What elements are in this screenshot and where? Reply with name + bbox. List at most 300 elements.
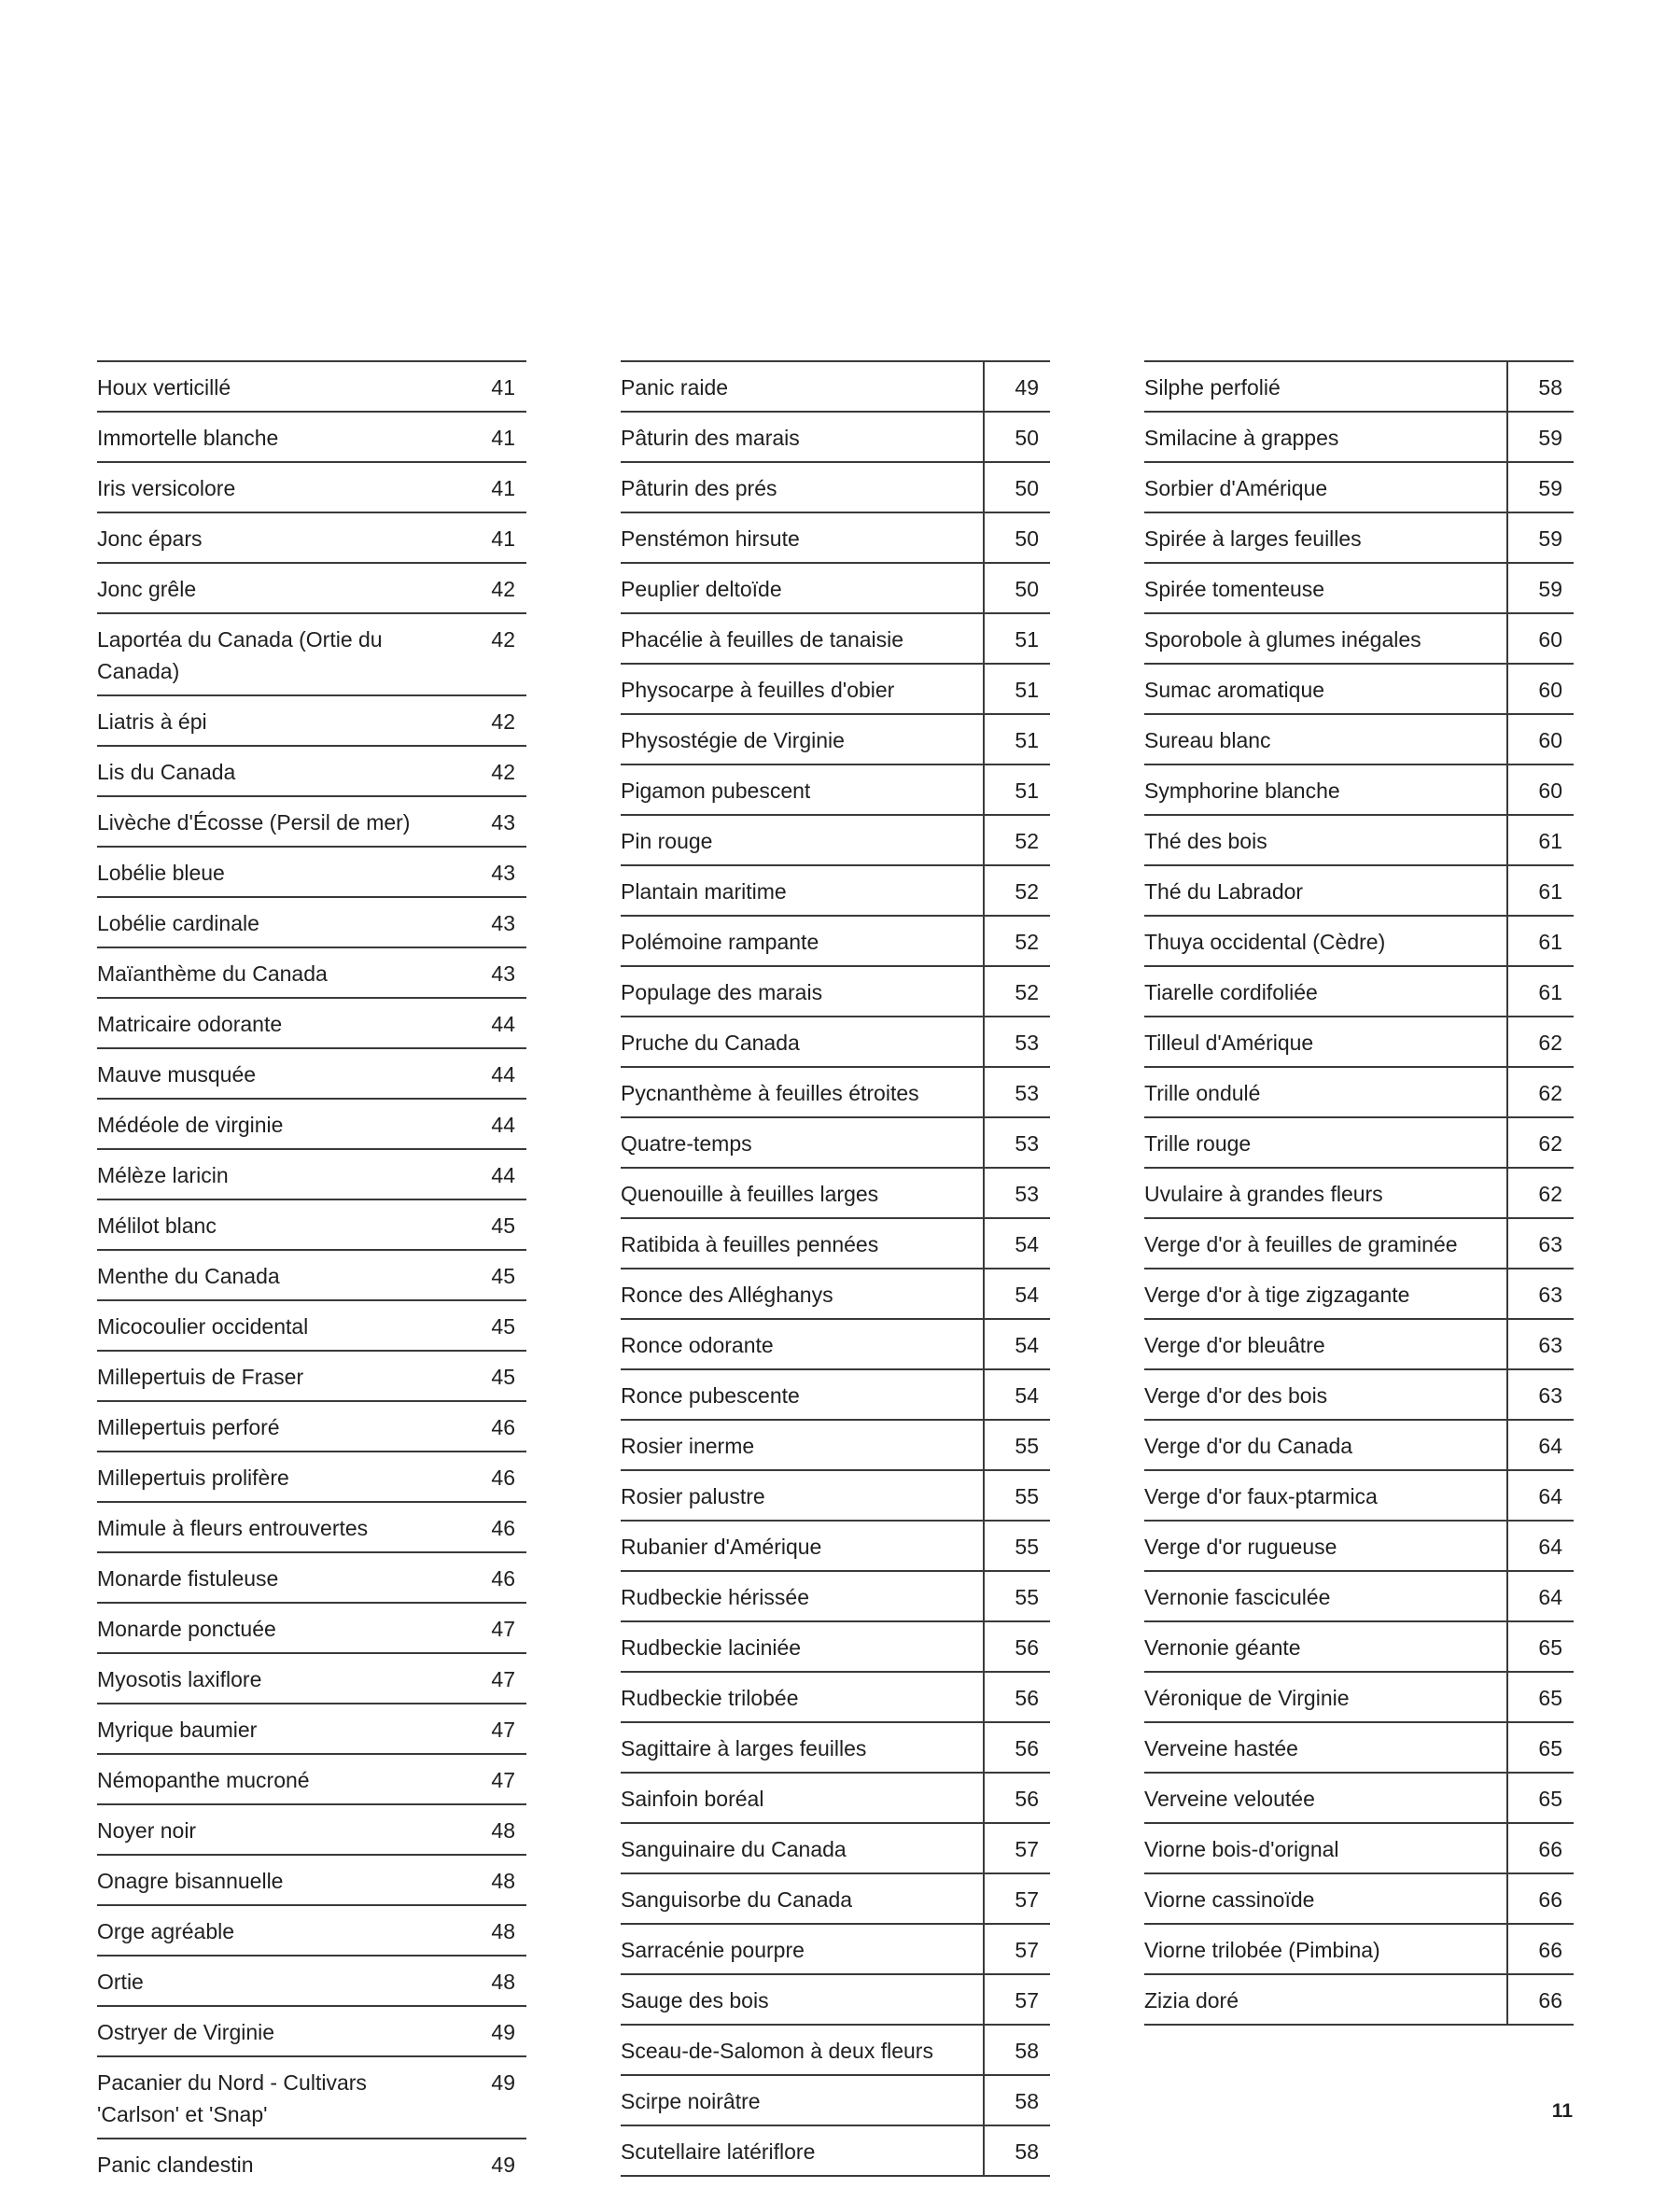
entry-page: 54: [983, 1320, 1050, 1368]
entry-page: 63: [1506, 1370, 1574, 1419]
entry-page: 57: [983, 1824, 1050, 1872]
index-entry: [1144, 1822, 1574, 1872]
entry-page: 58: [1506, 362, 1574, 411]
entry-page: 46: [491, 1466, 515, 1490]
index-entry: [621, 1973, 1050, 2024]
index-entry: [621, 1419, 1050, 1469]
entry-name: Verveine hastée: [1144, 1736, 1298, 1760]
index-entry: [621, 915, 1050, 965]
entry-page: 44: [491, 1062, 515, 1087]
entry-name: Menthe du Canada: [97, 1264, 280, 1288]
entry-name: Panic clandestin: [97, 2153, 254, 2177]
entry-page: 41: [491, 375, 515, 400]
entry-page: 53: [983, 1068, 1050, 1116]
entry-name: Jonc grêle: [97, 577, 197, 601]
index-entry: [97, 1652, 526, 1703]
entry-name: Orge agréable: [97, 1919, 235, 1943]
index-entry: [1144, 965, 1574, 1016]
entry-name: Sorbier d'Amérique: [1144, 476, 1328, 500]
entry-name: Smilacine à grappes: [1144, 426, 1339, 450]
entry-name: Pacanier du Nord - Cultivars 'Carlson' et 'Snap': [97, 2070, 367, 2126]
entry-name: Plantain maritime: [621, 879, 787, 904]
entry-page: 52: [983, 816, 1050, 864]
entry-name: Trille rouge: [1144, 1131, 1252, 1156]
index-entry: [97, 1047, 526, 1098]
index-entry: [97, 2005, 526, 2055]
entry-page: 50: [983, 513, 1050, 562]
entry-page: 61: [1506, 866, 1574, 915]
entry-page: 60: [1506, 665, 1574, 713]
index-entry: [97, 360, 526, 411]
index-entry: [621, 1520, 1050, 1570]
entry-page: 65: [1506, 1622, 1574, 1671]
entry-page: 51: [983, 765, 1050, 814]
index-entry: [1144, 1721, 1574, 1772]
entry-page: 53: [983, 1017, 1050, 1066]
entry-page: 50: [983, 564, 1050, 612]
entry-page: 49: [983, 362, 1050, 411]
index-entry: [97, 562, 526, 612]
entry-name: Sauge des bois: [621, 1988, 769, 2013]
entry-name: Sureau blanc: [1144, 728, 1271, 752]
index-entry: [621, 1318, 1050, 1368]
entry-name: Liatris à épi: [97, 709, 207, 734]
entry-page: 41: [491, 526, 515, 551]
index-entry: [97, 947, 526, 997]
index-entry: [621, 1671, 1050, 1721]
index-entry: [621, 1872, 1050, 1923]
index-entry: [621, 411, 1050, 461]
entry-page: 42: [491, 709, 515, 734]
entry-name: Ronce des Alléghanys: [621, 1283, 833, 1307]
entry-name: Sarracénie pourpre: [621, 1938, 805, 1962]
entry-name: Pâturin des prés: [621, 476, 777, 500]
index-entry: [1144, 1167, 1574, 1217]
index-entry: [97, 1249, 526, 1299]
entry-page: 65: [1506, 1723, 1574, 1772]
entry-page: 44: [491, 1113, 515, 1137]
entry-page: 64: [1506, 1522, 1574, 1570]
index-entry: [1144, 814, 1574, 864]
index-entry: [1144, 1116, 1574, 1167]
index-entry: [621, 713, 1050, 764]
entry-name: Ortie: [97, 1970, 144, 1994]
entry-name: Pâturin des marais: [621, 426, 800, 450]
index-entry: [621, 461, 1050, 512]
entry-page: 60: [1506, 715, 1574, 764]
entry-name: Houx verticillé: [97, 375, 231, 400]
entry-page: 56: [983, 1774, 1050, 1822]
entry-page: 64: [1506, 1421, 1574, 1469]
index-entry: [97, 795, 526, 846]
index-entry: [621, 814, 1050, 864]
index-entry: [97, 1904, 526, 1955]
entry-page: 63: [1506, 1269, 1574, 1318]
index-entry: [97, 1400, 526, 1451]
entry-name: Maïanthème du Canada: [97, 961, 328, 986]
index-entry: [1144, 1772, 1574, 1822]
index-entry: [97, 1753, 526, 1803]
entry-page: 61: [1506, 967, 1574, 1016]
index-entry: [97, 461, 526, 512]
entry-page: 54: [983, 1219, 1050, 1268]
entry-page: 65: [1506, 1774, 1574, 1822]
entry-name: Rudbeckie laciniée: [621, 1635, 802, 1660]
entry-name: Zizia doré: [1144, 1988, 1239, 2013]
entry-page: 42: [491, 760, 515, 784]
entry-page: 59: [1506, 513, 1574, 562]
entry-name: Matricaire odorante: [97, 1012, 283, 1036]
index-entry: [621, 663, 1050, 713]
entry-name: Millepertuis perforé: [97, 1415, 280, 1439]
entry-page: 48: [491, 1919, 515, 1943]
entry-page: 63: [1506, 1320, 1574, 1368]
entry-name: Viorne bois-d'orignal: [1144, 1837, 1339, 1861]
entry-page: 46: [491, 1516, 515, 1540]
entry-name: Spirée à larges feuilles: [1144, 526, 1362, 551]
entry-page: 48: [491, 1818, 515, 1843]
entry-page: 63: [1506, 1219, 1574, 1268]
index-entry: [1144, 1671, 1574, 1721]
entry-name: Phacélie à feuilles de tanaisie: [621, 627, 904, 652]
entry-page: 52: [983, 967, 1050, 1016]
index-entry: [621, 1016, 1050, 1066]
index-entry: [1144, 512, 1574, 562]
entry-page: 47: [491, 1768, 515, 1792]
entry-name: Mimule à fleurs entrouvertes: [97, 1516, 369, 1540]
entry-page: 47: [491, 1718, 515, 1742]
entry-name: Panic raide: [621, 375, 729, 400]
index-entry: [97, 512, 526, 562]
entry-page: 55: [983, 1421, 1050, 1469]
entry-page: 58: [983, 2126, 1050, 2175]
entry-name: Quenouille à feuilles larges: [621, 1182, 879, 1206]
entry-page: 46: [491, 1566, 515, 1591]
entry-name: Véronique de Virginie: [1144, 1686, 1350, 1710]
index-entry: [97, 1451, 526, 1501]
entry-page: 55: [983, 1572, 1050, 1620]
entry-name: Millepertuis de Fraser: [97, 1365, 304, 1389]
index-column-3: [1144, 360, 1574, 2026]
index-entry: [97, 612, 526, 694]
index-entry: [97, 1854, 526, 1904]
entry-page: 47: [491, 1617, 515, 1641]
entry-name: Noyer noir: [97, 1818, 197, 1843]
entry-name: Rubanier d'Amérique: [621, 1535, 822, 1559]
entry-page: 52: [983, 866, 1050, 915]
index-entry: [1144, 1973, 1574, 2026]
index-entry: [621, 1822, 1050, 1872]
entry-name: Immortelle blanche: [97, 426, 279, 450]
entry-name: Penstémon hirsute: [621, 526, 800, 551]
entry-page: 46: [491, 1415, 515, 1439]
index-entry: [97, 411, 526, 461]
entry-page: 60: [1506, 614, 1574, 663]
index-entry: [97, 2138, 526, 2188]
entry-page: 55: [983, 1471, 1050, 1520]
entry-name: Viorne trilobée (Pimbina): [1144, 1938, 1380, 1962]
index-entry: [1144, 1318, 1574, 1368]
index-entry: [97, 1551, 526, 1602]
entry-name: Lis du Canada: [97, 760, 236, 784]
entry-name: Lobélie cardinale: [97, 911, 259, 935]
index-entry: [97, 1098, 526, 1148]
entry-name: Vernonie fasciculée: [1144, 1585, 1331, 1609]
entry-name: Monarde ponctuée: [97, 1617, 276, 1641]
entry-name: Ostryer de Virginie: [97, 2020, 275, 2044]
index-entry: [621, 1469, 1050, 1520]
index-entry: [1144, 1620, 1574, 1671]
entry-name: Pruche du Canada: [621, 1031, 800, 1055]
entry-page: 61: [1506, 816, 1574, 864]
index-entry: [621, 764, 1050, 814]
entry-name: Verge d'or à tige zigzagante: [1144, 1283, 1410, 1307]
entry-page: 51: [983, 715, 1050, 764]
entry-name: Verge d'or bleuâtre: [1144, 1333, 1325, 1357]
entry-page: 43: [491, 911, 515, 935]
index-entry: [621, 360, 1050, 411]
index-entry: [621, 2125, 1050, 2177]
entry-page: 42: [491, 577, 515, 601]
index-entry: [1144, 915, 1574, 965]
entry-page: 52: [983, 917, 1050, 965]
entry-page: 62: [1506, 1068, 1574, 1116]
entry-name: Livèche d'Écosse (Persil de mer): [97, 810, 411, 835]
entry-page: 56: [983, 1673, 1050, 1721]
index-entry: [97, 1501, 526, 1551]
entry-name: Rosier inerme: [621, 1434, 755, 1458]
entry-page: 48: [491, 1970, 515, 1994]
entry-page: 58: [983, 2076, 1050, 2125]
index-entry: [97, 1350, 526, 1400]
index-entry: [1144, 764, 1574, 814]
index-entry: [621, 612, 1050, 663]
entry-name: Pycnanthème à feuilles étroites: [621, 1081, 919, 1105]
entry-name: Lobélie bleue: [97, 861, 225, 885]
entry-page: 62: [1506, 1017, 1574, 1066]
index-entry: [97, 1299, 526, 1350]
index-entry: [97, 1955, 526, 2005]
index-entry: [1144, 1520, 1574, 1570]
entry-page: 57: [983, 1975, 1050, 2024]
index-entry: [97, 1148, 526, 1199]
entry-name: Silphe perfolié: [1144, 375, 1281, 400]
entry-name: Tilleul d'Amérique: [1144, 1031, 1314, 1055]
entry-page: 50: [983, 463, 1050, 512]
entry-name: Mauve musquée: [97, 1062, 257, 1087]
index-column-2: [621, 360, 1050, 2177]
index-entry: [1144, 1066, 1574, 1116]
entry-name: Sceau-de-Salomon à deux fleurs: [621, 2039, 933, 2063]
entry-name: Sagittaire à larges feuilles: [621, 1736, 867, 1760]
entry-name: Pin rouge: [621, 829, 713, 853]
entry-name: Symphorine blanche: [1144, 778, 1340, 803]
entry-name: Vernonie géante: [1144, 1635, 1301, 1660]
entry-name: Micocoulier occidental: [97, 1314, 309, 1339]
index-entry: [1144, 1217, 1574, 1268]
entry-page: 56: [983, 1723, 1050, 1772]
entry-page: 61: [1506, 917, 1574, 965]
index-entry: [1144, 663, 1574, 713]
index-entry: [97, 1803, 526, 1854]
entry-name: Ronce odorante: [621, 1333, 774, 1357]
entry-name: Mélilot blanc: [97, 1213, 217, 1238]
entry-page: 59: [1506, 564, 1574, 612]
entry-page: 66: [1506, 1925, 1574, 1973]
entry-page: 60: [1506, 765, 1574, 814]
index-entry: [621, 1066, 1050, 1116]
index-column-1: [97, 360, 526, 2188]
index-entry: [1144, 1469, 1574, 1520]
entry-page: 43: [491, 810, 515, 835]
entry-name: Physostégie de Virginie: [621, 728, 845, 752]
entry-page: 62: [1506, 1118, 1574, 1167]
entry-name: Millepertuis prolifère: [97, 1466, 289, 1490]
entry-page: 47: [491, 1667, 515, 1691]
entry-name: Myosotis laxiflore: [97, 1667, 262, 1691]
entry-name: Sumac aromatique: [1144, 678, 1325, 702]
entry-name: Uvulaire à grandes fleurs: [1144, 1182, 1383, 1206]
entry-name: Verge d'or à feuilles de graminée: [1144, 1232, 1458, 1256]
entry-page: 45: [491, 1213, 515, 1238]
entry-name: Spirée tomenteuse: [1144, 577, 1325, 601]
index-entry: [97, 694, 526, 745]
index-entry: [97, 745, 526, 795]
entry-name: Sainfoin boréal: [621, 1787, 764, 1811]
index-entry: [621, 1217, 1050, 1268]
entry-page: 42: [491, 627, 515, 652]
entry-name: Jonc épars: [97, 526, 203, 551]
index-entry: [1144, 411, 1574, 461]
entry-name: Ronce pubescente: [621, 1383, 800, 1408]
entry-name: Physocarpe à feuilles d'obier: [621, 678, 895, 702]
index-entry: [1144, 1570, 1574, 1620]
index-entry: [621, 512, 1050, 562]
index-entry: [97, 846, 526, 896]
entry-page: 58: [983, 2026, 1050, 2074]
entry-name: Thé des bois: [1144, 829, 1267, 853]
entry-page: 49: [491, 2020, 515, 2044]
entry-name: Peuplier deltoïde: [621, 577, 782, 601]
index-entry: [621, 562, 1050, 612]
index-entry: [621, 965, 1050, 1016]
entry-name: Verge d'or du Canada: [1144, 1434, 1353, 1458]
entry-name: Rosier palustre: [621, 1484, 765, 1508]
entry-name: Polémoine rampante: [621, 930, 819, 954]
entry-page: 49: [491, 2070, 515, 2095]
entry-page: 54: [983, 1269, 1050, 1318]
entry-page: 57: [983, 1925, 1050, 1973]
entry-name: Thuya occidental (Cèdre): [1144, 930, 1386, 954]
entry-name: Sanguinaire du Canada: [621, 1837, 847, 1861]
entry-name: Scirpe noirâtre: [621, 2089, 761, 2113]
entry-page: 64: [1506, 1572, 1574, 1620]
entry-name: Verge d'or des bois: [1144, 1383, 1328, 1408]
index-entry: [97, 2055, 526, 2138]
entry-name: Némopanthe mucroné: [97, 1768, 310, 1792]
entry-page: 45: [491, 1264, 515, 1288]
index-entry: [1144, 1368, 1574, 1419]
entry-page: 64: [1506, 1471, 1574, 1520]
index-entry: [1144, 360, 1574, 411]
index-entry: [621, 864, 1050, 915]
entry-page: 45: [491, 1314, 515, 1339]
entry-name: Verge d'or faux-ptarmica: [1144, 1484, 1378, 1508]
index-entry: [621, 2074, 1050, 2125]
entry-name: Myrique baumier: [97, 1718, 258, 1742]
entry-name: Verge d'or rugueuse: [1144, 1535, 1337, 1559]
entry-name: Ratibida à feuilles pennées: [621, 1232, 879, 1256]
entry-page: 41: [491, 426, 515, 450]
index-entry: [621, 1620, 1050, 1671]
entry-name: Laportéa du Canada (Ortie du Canada): [97, 627, 383, 683]
entry-page: 44: [491, 1163, 515, 1187]
index-entry: [621, 2024, 1050, 2074]
entry-name: Onagre bisannuelle: [97, 1869, 284, 1893]
page-number: 11: [1551, 2100, 1573, 2122]
entry-page: 43: [491, 861, 515, 885]
entry-page: 66: [1506, 1824, 1574, 1872]
entry-page: 62: [1506, 1169, 1574, 1217]
entry-page: 66: [1506, 1975, 1574, 2024]
entry-name: Mélèze laricin: [97, 1163, 229, 1187]
index-entry: [1144, 461, 1574, 512]
index-entry: [97, 997, 526, 1047]
entry-name: Quatre-temps: [621, 1131, 752, 1156]
entry-name: Sanguisorbe du Canada: [621, 1887, 853, 1912]
entry-page: 48: [491, 1869, 515, 1893]
entry-name: Viorne cassinoïde: [1144, 1887, 1315, 1912]
entry-name: Monarde fistuleuse: [97, 1566, 279, 1591]
entry-name: Pigamon pubescent: [621, 778, 811, 803]
index-entry: [621, 1116, 1050, 1167]
entry-page: 54: [983, 1370, 1050, 1419]
entry-page: 59: [1506, 413, 1574, 461]
entry-page: 43: [491, 961, 515, 986]
entry-name: Thé du Labrador: [1144, 879, 1304, 904]
index-entry: [621, 1167, 1050, 1217]
entry-name: Tiarelle cordifoliée: [1144, 980, 1318, 1004]
index-entry: [1144, 1923, 1574, 1973]
index-entry: [1144, 1268, 1574, 1318]
index-entry: [621, 1268, 1050, 1318]
index-entry: [1144, 1016, 1574, 1066]
entry-page: 59: [1506, 463, 1574, 512]
index-entry: [97, 1703, 526, 1753]
index-entry: [1144, 1872, 1574, 1923]
entry-page: 51: [983, 614, 1050, 663]
entry-name: Sporobole à glumes inégales: [1144, 627, 1421, 652]
index-entry: [621, 1772, 1050, 1822]
index-entry: [1144, 713, 1574, 764]
index-entry: [97, 1199, 526, 1249]
entry-name: Médéole de virginie: [97, 1113, 284, 1137]
entry-name: Iris versicolore: [97, 476, 236, 500]
index-entry: [1144, 562, 1574, 612]
index-entry: [1144, 612, 1574, 663]
entry-page: 44: [491, 1012, 515, 1036]
entry-page: 53: [983, 1169, 1050, 1217]
entry-page: 41: [491, 476, 515, 500]
entry-page: 56: [983, 1622, 1050, 1671]
entry-page: 66: [1506, 1874, 1574, 1923]
index-entry: [621, 1570, 1050, 1620]
entry-page: 53: [983, 1118, 1050, 1167]
entry-name: Scutellaire latériflore: [621, 2139, 816, 2164]
index-entry: [621, 1923, 1050, 1973]
entry-name: Populage des marais: [621, 980, 823, 1004]
entry-name: Verveine veloutée: [1144, 1787, 1315, 1811]
